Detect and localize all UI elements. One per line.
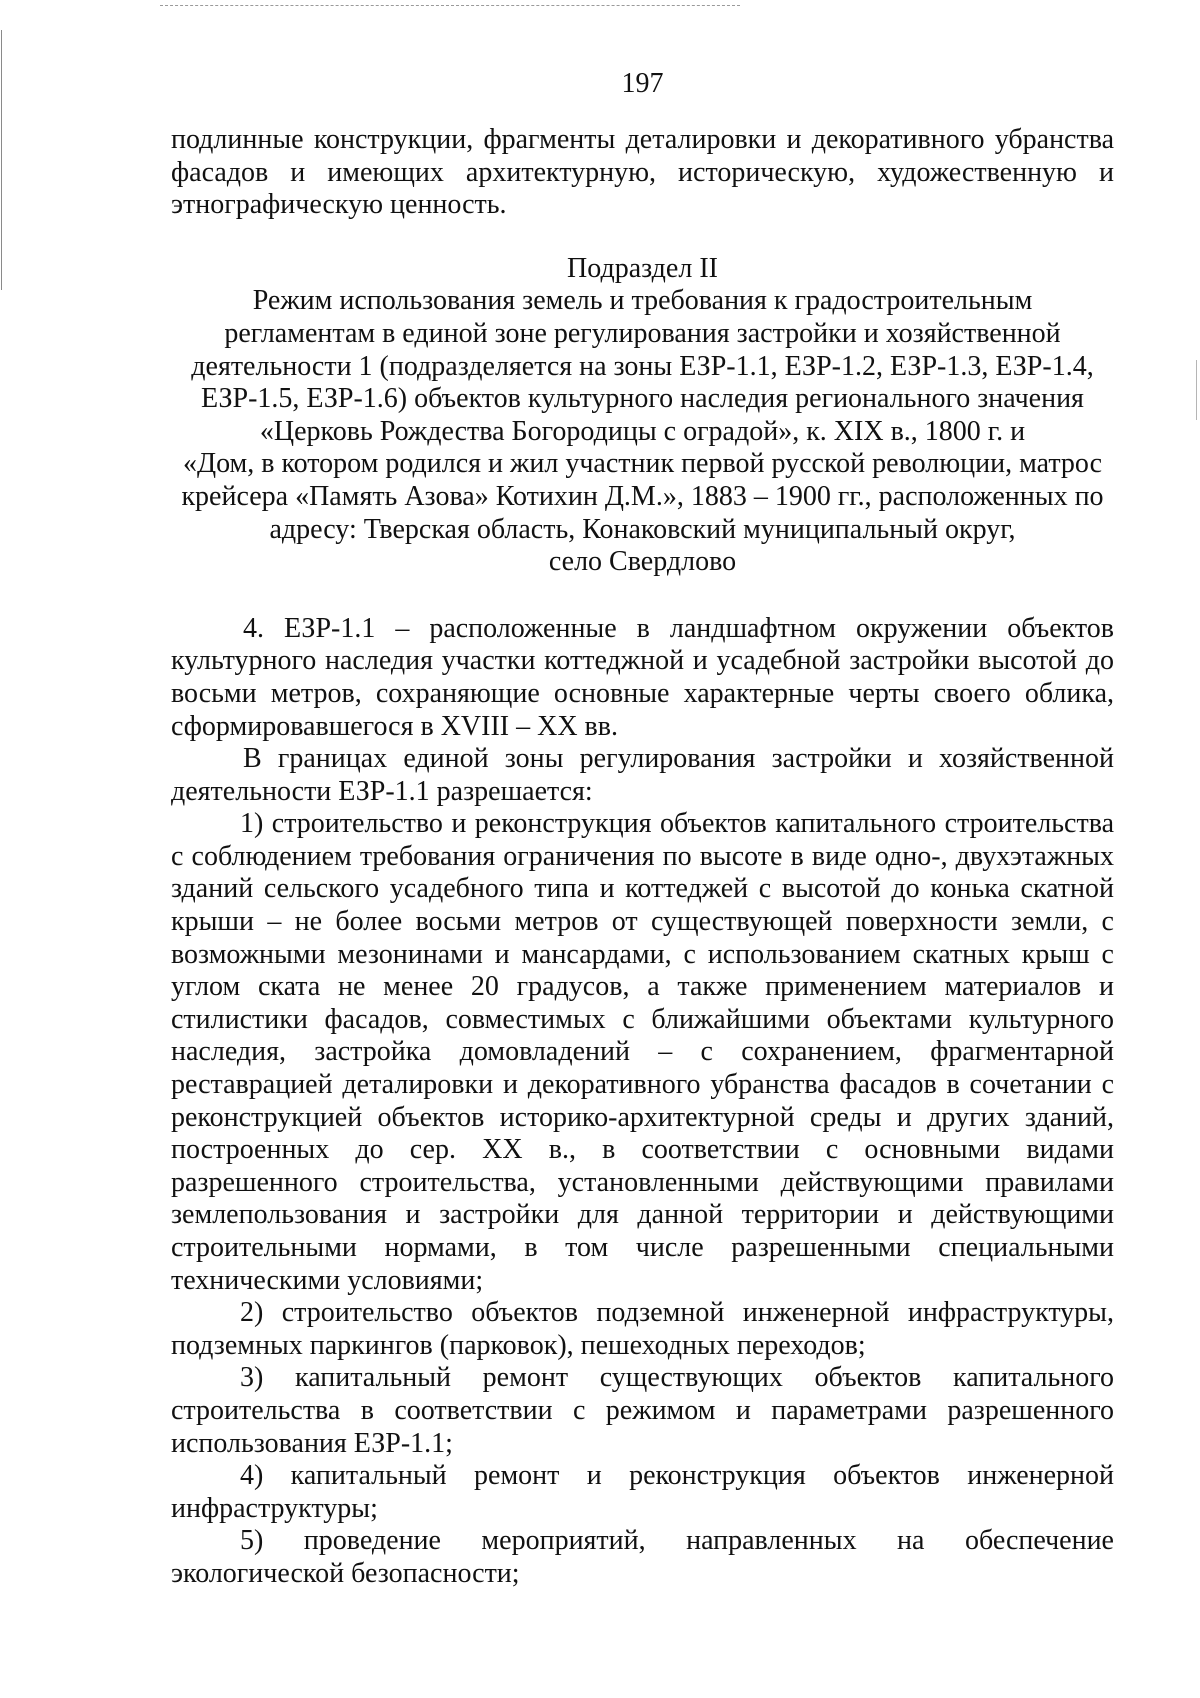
body-text	[171, 613, 1114, 1591]
scan-edge-right	[1196, 360, 1197, 420]
subsection-label: Подраздел II	[567, 252, 718, 284]
scan-edge-top	[160, 5, 740, 6]
heading-line: ЕЗР-1.5, ЕЗР-1.6) объектов культурного наследия регионального значения	[201, 383, 1084, 415]
heading-line: регламентам в единой зоне регулирования застройки и хозяйственной	[224, 317, 1061, 349]
list-item: 5) проведение мероприятий, направленных на обеспечение экологической безопасности;	[171, 1525, 1114, 1589]
list-item: 2) строительство объектов подземной инженерной инфраструктуры, подземных паркингов (парковок), пешеходных переходов;	[171, 1297, 1114, 1361]
intro-paragraph: подлинные конструкции, фрагменты деталировки и декоративного убранства фасадов и имеющих архитектурную, историческую, художественную и этнографическую ценность.	[171, 124, 1114, 221]
heading-line: «Церковь Рождества Богородицы с оградой», к. XIX в., 1800 г. и	[259, 415, 1026, 447]
heading-line: Режим использования земель и требования к градостроительным	[252, 285, 1033, 317]
page-number: 197	[621, 68, 664, 99]
list-item: 3) капитальный ремонт существующих объектов капитального строительства в соответствии с режимом и параметрами разрешенного использования ЕЗР-1.1;	[171, 1362, 1114, 1459]
heading-line: крейсера «Память Азова» Котихин Д.М.», 1883 – 1900 гг., расположенных по	[181, 480, 1104, 512]
heading-line: деятельности 1 (подразделяется на зоны ЕЗР-1.1, ЕЗР-1.2, ЕЗР-1.3, ЕЗР-1.4,	[191, 350, 1094, 382]
scan-edge-left	[1, 30, 2, 290]
list-item: 4) капитальный ремонт и реконструкция объектов инженерной инфраструктуры;	[171, 1460, 1114, 1524]
paragraph-4: 4. ЕЗР-1.1 – расположенные в ландшафтном окружении объектов культурного наследия участки коттеджной и усадебной застройки высотой до восьми метров, сохраняющие основные характерные черты своего облика, сформировавшегося в XVIII – XX вв.	[171, 612, 1114, 742]
document-page	[171, 68, 1114, 1591]
heading-line: село Свердлово	[548, 546, 737, 578]
permitted-intro: В границах единой зоны регулирования застройки и хозяйственной деятельности ЕЗР-1.1 разрешается:	[171, 743, 1114, 807]
subsection-heading	[171, 253, 1114, 579]
heading-line: «Дом, в котором родился и жил участник первой русской революции, матрос	[182, 448, 1103, 480]
heading-line: адресу: Тверская область, Конаковский муниципальный округ,	[269, 513, 1016, 545]
list-item: 1) строительство и реконструкция объектов капитального строительства с соблюдением требования ограничения по высоте в виде одно-, двухэтажных зданий сельского усадебного типа и коттеджей с высотой до конька скатной крыши – не более восьми метров от существующей поверхности земли, с возможными мезонинами и мансардами, с использованием скатных крыш с углом ската не менее 20 градусов, а также применением материалов и стилистики фасадов, совместимых с ближайшими объектами культурного наследия, застройка домовладений – с сохранением, фрагментарной реставрацией деталировки и декоративного убранства фасадов в сочетании с реконструкцией объектов историко-архитектурной среды и других зданий, построенных до сер. XX в., в соответствии с основными видами разрешенного строительства, установленными действующими правилами землепользования и застройки для данной территории и действующими строительными нормами, в том числе разрешенными специальными техническими условиями;	[171, 808, 1114, 1296]
